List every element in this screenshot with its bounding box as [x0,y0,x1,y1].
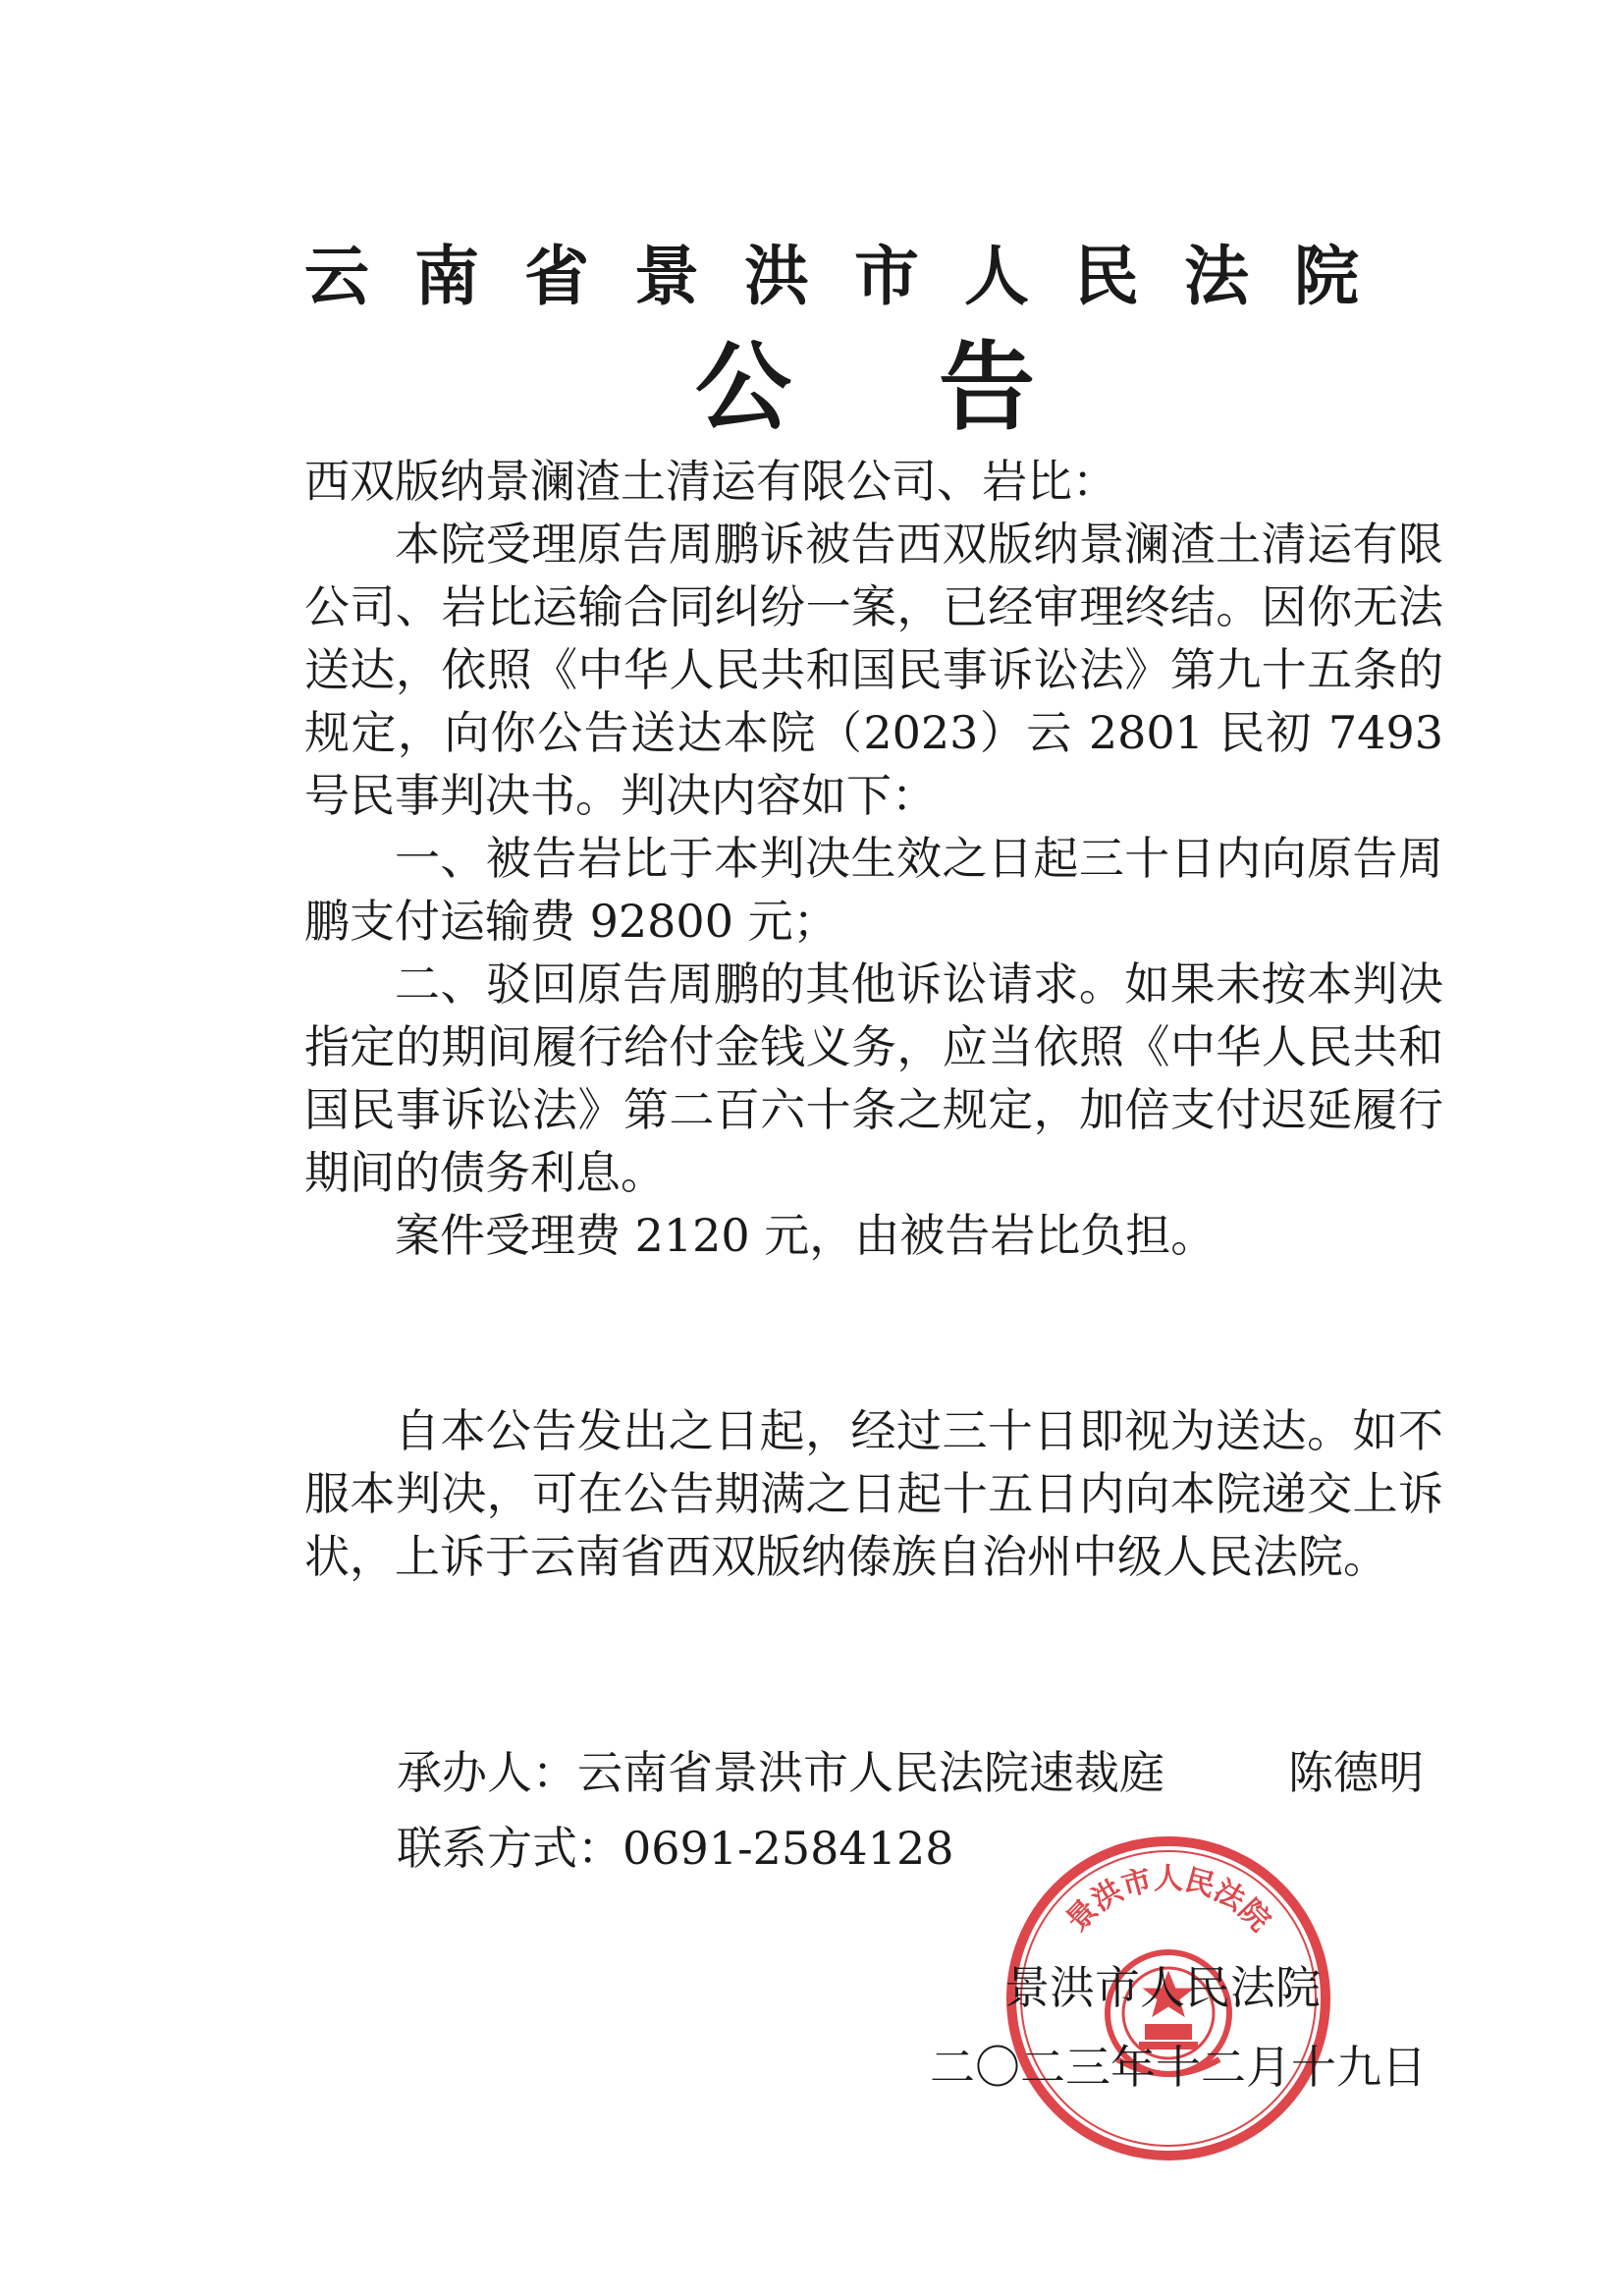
case-fee: 案件受理费 2120 元，由被告岩比负担。 [395,1209,1217,1262]
seal-text: 景洪市人民法院 [1059,1862,1277,1939]
contact-line: 联系方式：0691-2584128 [397,1822,954,1875]
service-notice [304,1399,1443,1588]
addressee: 西双版纳景澜渣土清运有限公司、岩比： [304,455,1117,508]
handler-line [397,1741,1424,1804]
judgment-body [304,450,1443,1267]
issue-date: 二〇二三年十二月十九日 [930,2041,1427,2094]
court-name-heading: 云南省景洪市人民法院 [304,239,1404,314]
judgment-item-1: 一、被告岩比于本判决生效之日起三十日内向原告周鹏支付运输费 92800 元； [304,832,1443,948]
notice-title: 公告 [695,332,1183,444]
issuing-court: 景洪市人民法院 [1004,1961,1321,2014]
handler-label: 承办人：云南省景洪市人民法院速裁庭 [397,1746,1164,1799]
judgment-item-2: 二、驳回原告周鹏的其他诉讼请求。如果未按本判决指定的期间履行给付金钱义务，应当依照《中华人民共和国民事诉讼法》第二百六十条之规定，加倍支付迟延履行期间的债务利息。 [304,957,1443,1199]
notice-paragraph: 自本公告发出之日起，经过三十日即视为送达。如不服本判决，可在公告期满之日起十五日内向本院递交上诉状，上诉于云南省西双版纳傣族自治州中级人民法院。 [304,1404,1443,1583]
handler-name: 陈德明 [1288,1746,1424,1799]
case-paragraph: 本院受理原告周鹏诉被告西双版纳景澜渣土清运有限公司、岩比运输合同纠纷一案，已经审理终结。因你无法送达，依照《中华人民共和国民事诉讼法》第九十五条的规定，向你公告送达本院（2023）云 2801 民初 7493 号民事判决书。判决内容如下： [304,518,1443,822]
